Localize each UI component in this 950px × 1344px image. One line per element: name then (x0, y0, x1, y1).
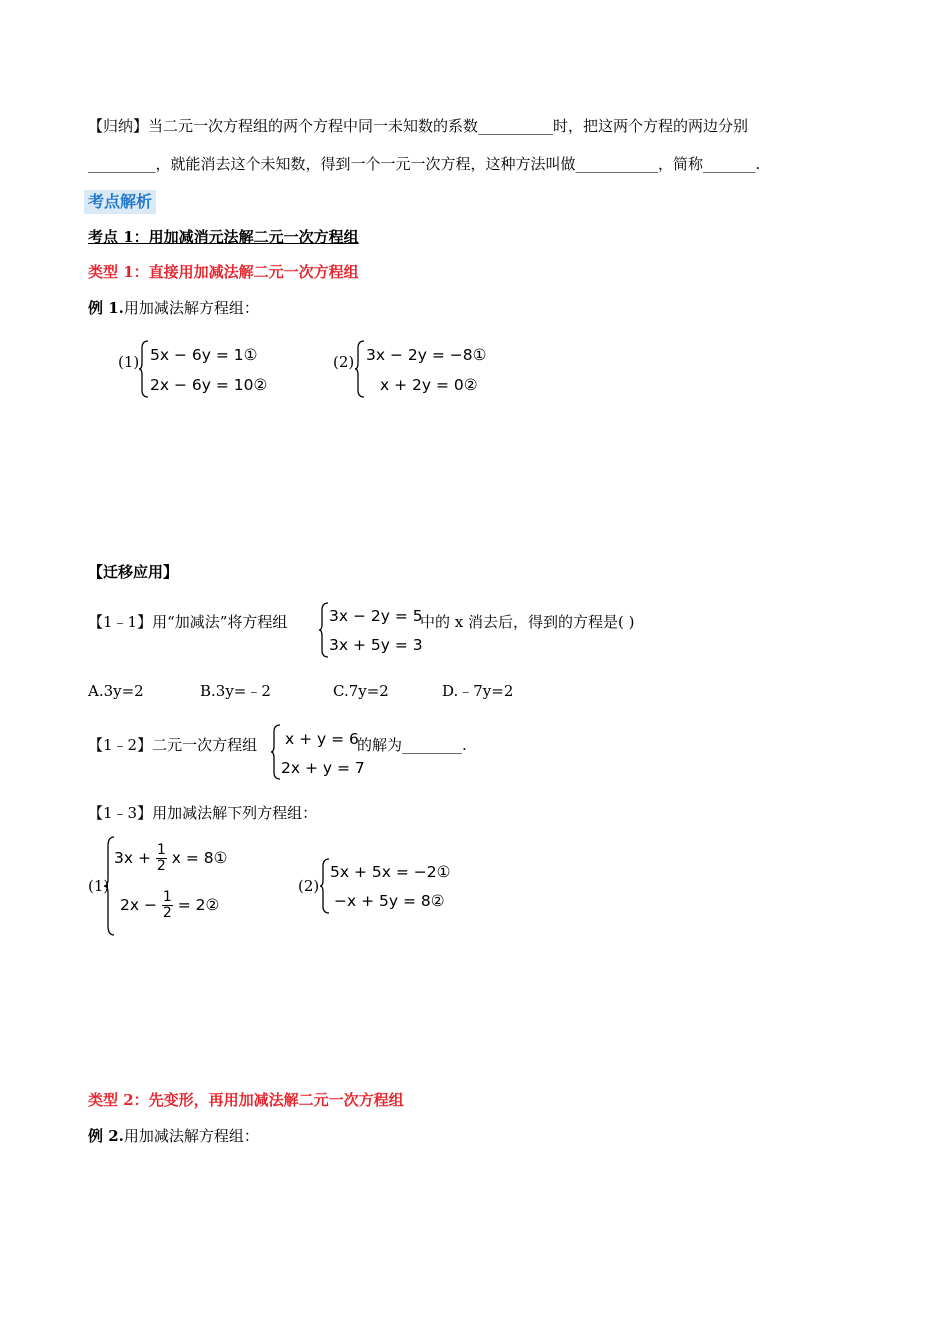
numerator: 1 (162, 889, 172, 905)
summary-line-2: _________，就能消去这个未知数，得到一个一元一次方程，这种方法叫做___________，简称_______. (88, 155, 761, 173)
denominator: 2 (156, 858, 166, 874)
q1-2-prefix: 【1﹣2】二元一次方程组 (88, 736, 258, 754)
option-c: C.7y=2 (333, 682, 389, 700)
equation: 5x + 5x = −2① (330, 863, 451, 881)
fraction (156, 843, 167, 874)
example-2-text: 用加减法解方程组： (123, 1127, 259, 1145)
equation: 5x − 6y = 1① (150, 346, 258, 364)
example-1-part-1-tag: (1) (118, 353, 140, 371)
equation (114, 843, 228, 874)
example-1-label: 例 1. (88, 299, 124, 317)
q1-3-part-2-tag: (2) (298, 877, 320, 895)
transfer-heading: 【迁移应用】 (88, 563, 179, 581)
point-1-heading: 考点 1：用加减消元法解二元一次方程组 (88, 228, 359, 246)
example-1 (88, 298, 259, 318)
equation-part: = 2② (177, 896, 220, 914)
equation: 2x + y = 7 (281, 759, 365, 777)
section-heading: 考点解析 (84, 190, 156, 214)
fraction (162, 890, 173, 921)
option-d: D.﹣7y=2 (442, 682, 514, 700)
equation: 3x − 2y = 5 (329, 607, 423, 625)
option-a: A.3y=2 (88, 682, 144, 700)
equation: x + 2y = 0② (380, 376, 478, 394)
q1-3-part-1-tag: (1) (88, 877, 110, 895)
type-1-heading: 类型 1：直接用加减法解二元一次方程组 (88, 263, 359, 281)
equation-part: x = 8① (171, 849, 228, 867)
denominator: 2 (162, 905, 172, 921)
equation: 3x − 2y = −8① (366, 346, 487, 364)
left-brace-icon (138, 340, 150, 398)
numerator: 1 (156, 842, 166, 858)
summary-line-1: 【归纳】当二元一次方程组的两个方程中同一未知数的系数__________时，把这两个方程的两边分别 (88, 117, 749, 135)
q1-2-suffix: 的解为________. (357, 736, 467, 754)
equation: −x + 5y = 8② (334, 892, 445, 910)
example-1-part-2-tag: (2) (333, 353, 355, 371)
q1-1-prefix: 【1﹣1】用“加减法”将方程组 (88, 613, 288, 631)
equation (120, 890, 219, 921)
equation: 2x − 6y = 10② (150, 376, 268, 394)
q1-3-text: 【1﹣3】用加减法解下列方程组： (88, 804, 318, 822)
equation: x + y = 6 (285, 730, 359, 748)
equation: 3x + 5y = 3 (329, 636, 423, 654)
example-2 (88, 1126, 259, 1146)
example-2-label: 例 2. (88, 1127, 124, 1145)
example-1-text: 用加减法解方程组： (123, 299, 259, 317)
q1-1-suffix: 中的 x 消去后，得到的方程是( ) (420, 613, 635, 631)
left-brace-icon (354, 340, 366, 398)
equation-part: 3x + (114, 849, 151, 867)
type-2-heading: 类型 2：先变形，再用加减法解二元一次方程组 (88, 1091, 404, 1109)
equation-part: 2x − (120, 896, 157, 914)
option-b: B.3y=﹣2 (200, 682, 271, 700)
